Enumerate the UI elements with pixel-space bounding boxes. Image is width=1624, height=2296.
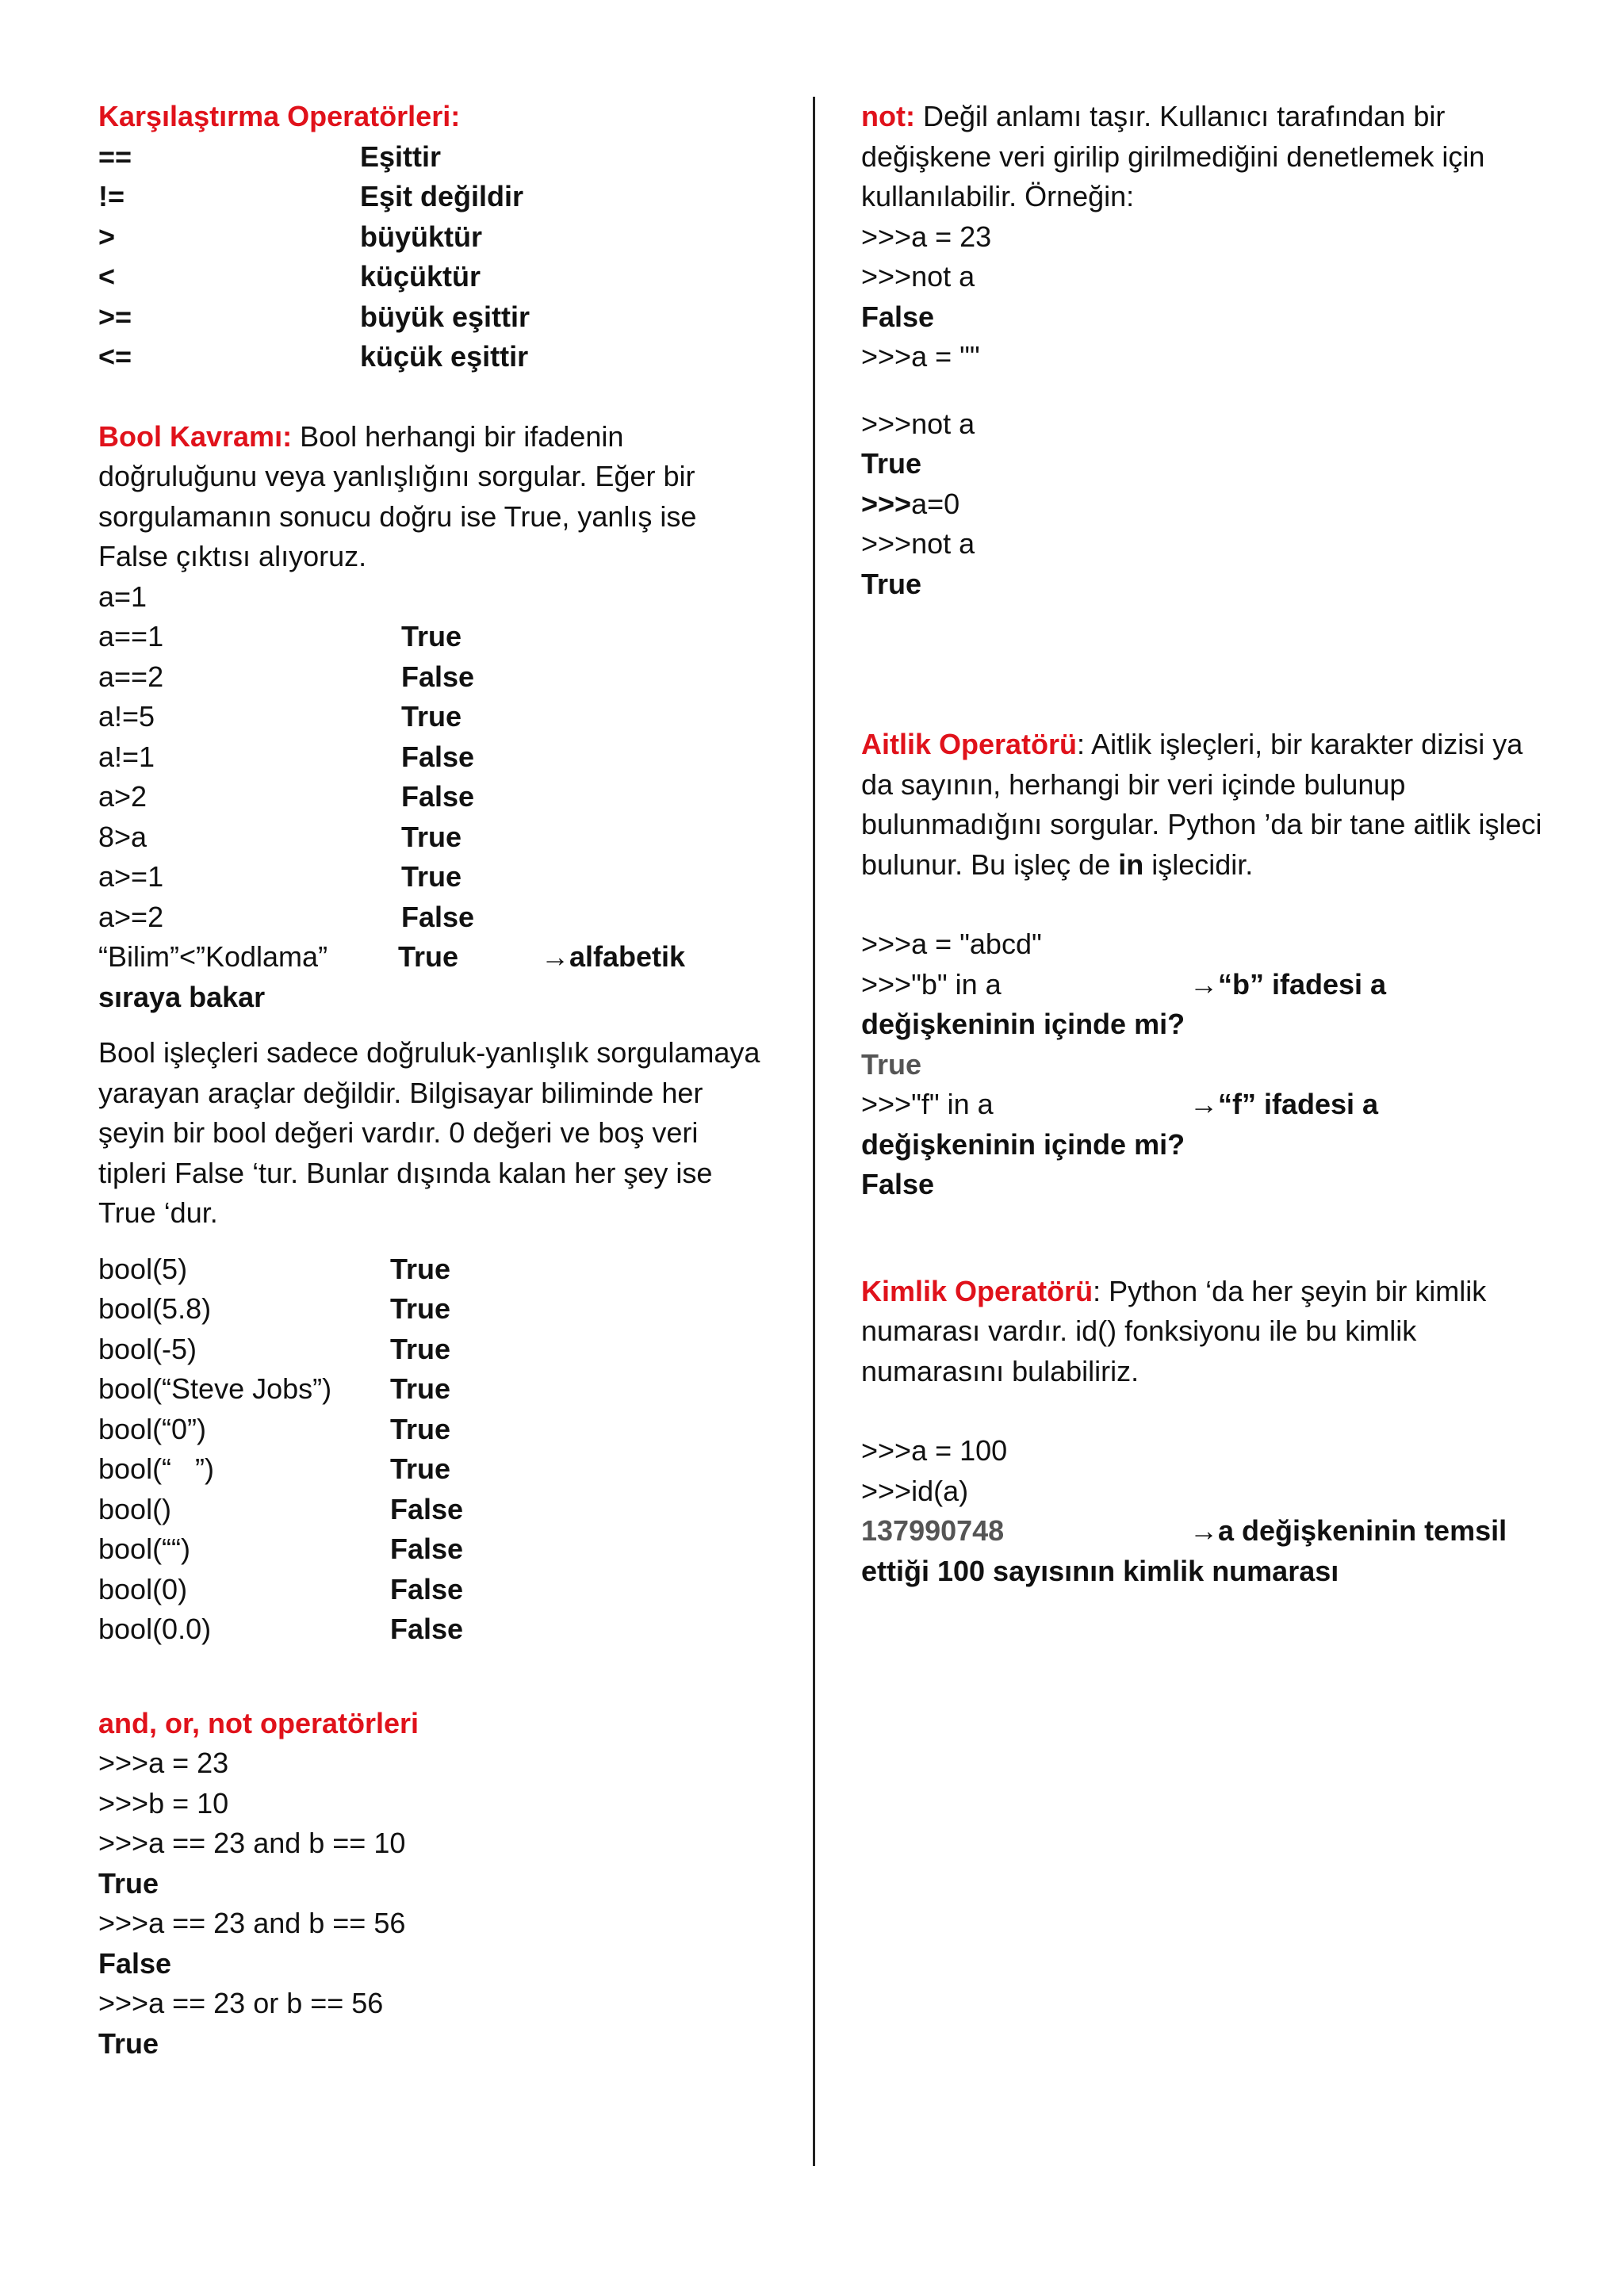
bool-call-row <box>98 1249 780 1290</box>
logic-line: False <box>98 1946 172 1980</box>
comparison-row <box>98 257 780 297</box>
identity-colon: : <box>1093 1274 1101 1307</box>
bool-assign: a=1 <box>98 580 147 613</box>
bool-example-expr: 8>a <box>98 820 147 853</box>
comparison-row <box>98 177 780 217</box>
bool-call-result: True <box>390 1292 451 1325</box>
comparison-operator: <= <box>98 340 132 373</box>
membership-q2-expr: >>>"f" in a <box>861 1088 994 1120</box>
membership-intro-end: işlecidir. <box>1151 848 1254 881</box>
column-divider <box>813 97 815 2166</box>
bool-call-expr: bool(5) <box>98 1252 188 1285</box>
comparison-description: Eşit değildir <box>360 180 524 212</box>
comparison-title: Karşılaştırma Operatörleri: <box>98 100 461 132</box>
not-examples-a <box>861 217 1543 377</box>
membership-title: Aitlik Operatörü <box>861 728 1078 760</box>
comparison-row <box>98 337 780 377</box>
bool-para2: Bool işleçleri sadece doğruluk-yanlışlık sorgulamaya yarayan araçlar değildir. Bilgisayar biliminde her şeyin bir bool değeri vardır. 0 değeri ve boş veri tipleri False ‘tur. Bunlar dışında kalan her şey ise True ‘dur. <box>98 1036 760 1229</box>
bool-example-expr: a>=2 <box>98 900 164 933</box>
bool-example-result: True <box>401 860 462 893</box>
bool-example-row <box>98 697 780 737</box>
string-compare-result: True <box>398 940 459 973</box>
bool-call-row <box>98 1609 780 1650</box>
bool-example-row <box>98 817 780 858</box>
not-a0-line <box>861 484 1543 525</box>
identity-title: Kimlik Operatörü <box>861 1274 1094 1307</box>
identity-result: 137990748 <box>861 1514 1005 1547</box>
bool-call-result: False <box>390 1613 464 1645</box>
bool-example-result: False <box>401 780 475 813</box>
identity-intro-text: Python ‘da her şeyin bir kimlik numarası vardır. id() fonksiyonu ile bu kimlik numarasını bulabiliriz. <box>861 1274 1487 1387</box>
bool-example-row <box>98 857 780 897</box>
membership-keyword: in <box>1118 848 1144 881</box>
logic-examples <box>98 1743 780 2064</box>
membership-q1-note-cont: değişkeninin içinde mi? <box>861 1008 1185 1040</box>
comparison-description: küçüktür <box>360 260 481 293</box>
bool-call-row <box>98 1570 780 1610</box>
string-compare-note: →alfabetik <box>541 940 686 973</box>
bool-example-row <box>98 897 780 938</box>
bool-call-expr: bool(“0”) <box>98 1412 207 1445</box>
comparison-row <box>98 217 780 258</box>
bool-call-row <box>98 1449 780 1490</box>
bool-call-expr: bool(“ ”) <box>98 1452 215 1485</box>
bool-intro-text: Bool herhangi bir ifadenin doğruluğunu veya yanlışlığını sorgular. Eğer bir sorgulamanın sonucu doğru ise True, yanlış ise False çıktısı alıyoruz. <box>98 419 697 572</box>
bool-call-row <box>98 1289 780 1330</box>
not-a0-rest: a=0 <box>911 487 960 520</box>
bool-call-result: True <box>390 1332 451 1365</box>
bool-example-expr: a>=1 <box>98 860 164 893</box>
bool-call-result: True <box>390 1452 451 1485</box>
bool-call-result: True <box>390 1372 451 1405</box>
comparison-description: küçük eşittir <box>360 340 529 373</box>
right-column <box>861 97 1543 1591</box>
not-line: False <box>861 300 935 333</box>
bool-call-expr: bool(“Steve Jobs”) <box>98 1372 332 1405</box>
comparison-row <box>98 137 780 178</box>
bool-example-result: True <box>401 820 462 853</box>
bool-example-result: True <box>401 620 462 652</box>
bool-example-result: True <box>401 700 462 733</box>
bool-example-row <box>98 657 780 698</box>
membership-q1-note: →“b” ifadesi a <box>1189 967 1387 1001</box>
membership-intro-text: Aitlik işleçleri, bir karakter dizisi ya da sayının, herhangi bir veri içinde bulunup bulunmadığını sorgular. Python ’da bir tane aitlik işleci bulunur. Bu işleç de <box>861 728 1542 881</box>
bool-call-expr: bool(““) <box>98 1533 191 1565</box>
bool-example-row <box>98 737 780 778</box>
comparison-operator: == <box>98 140 132 173</box>
membership-q2-note-cont: değişkeninin içinde mi? <box>861 1127 1185 1161</box>
bool-calls-table <box>98 1249 780 1650</box>
comparison-description: büyük eşittir <box>360 300 530 333</box>
bool-example-expr: a==2 <box>98 660 164 693</box>
not-line: >>>not a <box>861 527 975 560</box>
membership-q2-result: False <box>861 1168 935 1200</box>
logic-line: >>>a == 23 or b == 56 <box>98 1987 384 2019</box>
membership-intro <box>861 725 1543 885</box>
bool-call-result: False <box>390 1492 464 1525</box>
membership-q2 <box>861 1085 1543 1125</box>
logic-line: >>>a == 23 and b == 56 <box>98 1907 406 1939</box>
bool-call-expr: bool(5.8) <box>98 1292 212 1325</box>
bool-example-expr: a==1 <box>98 620 164 652</box>
not-intro <box>861 97 1543 217</box>
identity-call: >>>id(a) <box>861 1474 969 1507</box>
bool-call-expr: bool(0) <box>98 1572 188 1605</box>
bool-example-result: False <box>401 900 475 933</box>
not-examples-c <box>861 524 1543 604</box>
bool-title: Bool Kavramı: <box>98 419 293 453</box>
identity-note: →a değişkeninin temsil <box>1189 1514 1507 1547</box>
not-line: True <box>861 447 922 480</box>
membership-q1 <box>861 965 1543 1005</box>
comparison-table <box>98 137 780 377</box>
comparison-description: büyüktür <box>360 220 483 253</box>
comparison-operator: < <box>98 260 116 293</box>
string-compare-row <box>98 937 780 978</box>
not-intro-text: Değil anlamı taşır. Kullanıcı tarafından bir değişkene veri girilip girilmediğini denetlemek için kullanılabilir. Örneğin: <box>861 100 1485 212</box>
not-line: True <box>861 567 922 600</box>
bool-call-expr: bool(-5) <box>98 1332 197 1365</box>
comparison-operator: > <box>98 220 116 253</box>
bool-example-row <box>98 777 780 817</box>
bool-example-expr: a!=1 <box>98 740 155 773</box>
not-title: not: <box>861 100 915 132</box>
bool-call-expr: bool(0.0) <box>98 1613 212 1645</box>
identity-intro <box>861 1272 1543 1392</box>
bool-example-result: False <box>401 740 475 773</box>
left-column <box>98 97 780 2064</box>
membership-colon: : <box>1077 728 1086 760</box>
bool-intro <box>98 417 749 577</box>
bool-example-expr: a>2 <box>98 780 147 813</box>
identity-assign: >>>a = 100 <box>861 1434 1008 1467</box>
bool-call-result: True <box>390 1412 451 1445</box>
comparison-description: Eşittir <box>360 140 442 173</box>
bool-call-row <box>98 1369 780 1410</box>
bool-call-row <box>98 1490 780 1530</box>
membership-q1-result: True <box>861 1047 922 1081</box>
identity-note-cont: ettiği 100 sayısının kimlik numarası <box>861 1554 1339 1587</box>
not-line: >>>a = 23 <box>861 220 992 253</box>
bool-example-result: False <box>401 660 475 693</box>
identity-result-row <box>861 1511 1543 1552</box>
bool-example-expr: a!=5 <box>98 700 155 733</box>
logic-line: >>>a = 23 <box>98 1747 229 1779</box>
logic-title: and, or, not operatörleri <box>98 1706 419 1739</box>
not-line: >>>not a <box>861 407 975 440</box>
membership-q2-note: →“f” ifadesi a <box>1189 1088 1379 1120</box>
string-compare-note-cont: sıraya bakar <box>98 980 266 1013</box>
comparison-row <box>98 297 780 338</box>
logic-line: True <box>98 2026 159 2060</box>
not-examples-b <box>861 404 1543 484</box>
not-a0-prompt: >>> <box>861 487 912 520</box>
bool-call-row <box>98 1330 780 1370</box>
bool-call-row <box>98 1529 780 1570</box>
bool-example-row <box>98 617 780 657</box>
membership-q1-expr: >>>"b" in a <box>861 967 1002 1001</box>
logic-line: True <box>98 1866 159 1900</box>
logic-line: >>>b = 10 <box>98 1786 229 1820</box>
comparison-operator: >= <box>98 300 132 333</box>
not-line: >>>not a <box>861 260 975 293</box>
bool-call-expr: bool() <box>98 1492 172 1525</box>
bool-call-result: False <box>390 1572 464 1605</box>
bool-call-result: True <box>390 1252 451 1285</box>
comparison-operator: != <box>98 180 125 212</box>
not-line: >>>a = "" <box>861 340 980 373</box>
bool-call-result: False <box>390 1533 464 1565</box>
bool-call-row <box>98 1410 780 1450</box>
string-compare-expr: “Bilim”<”Kodlama” <box>98 940 328 973</box>
membership-assign: >>>a = "abcd" <box>861 928 1042 960</box>
bool-examples <box>98 617 780 937</box>
logic-line: >>>a == 23 and b == 10 <box>98 1827 406 1859</box>
